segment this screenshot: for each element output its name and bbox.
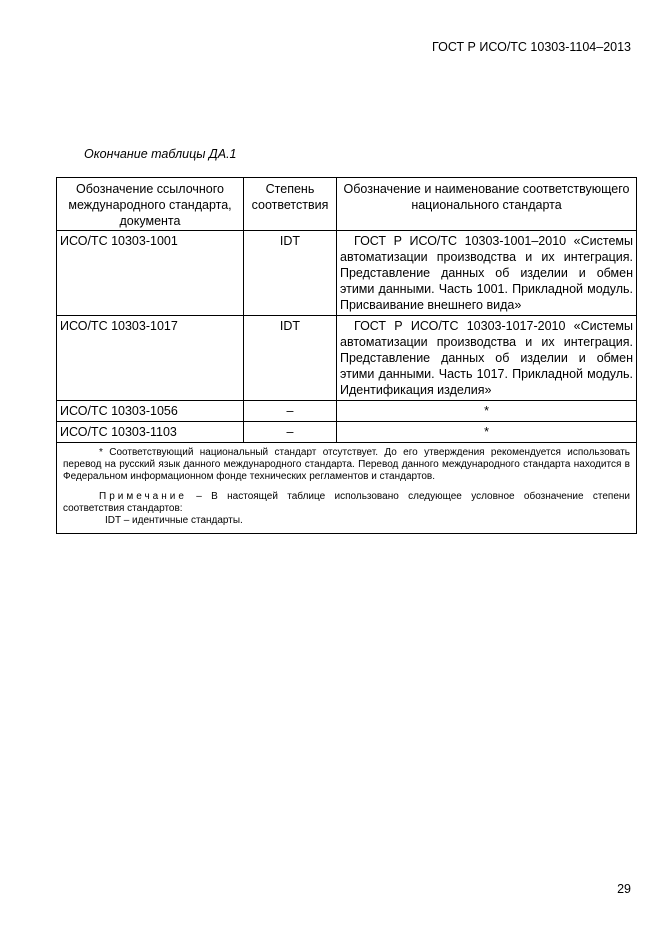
header-designation: Обозначение ссылочного международного стандарта, документа (57, 178, 244, 231)
cell-national-standard: * (337, 422, 637, 443)
table-caption: Окончание таблицы ДА.1 (84, 147, 237, 161)
page-number: 29 (617, 882, 631, 896)
table-footnote (57, 443, 637, 534)
cell-designation: ИСО/ТС 10303-1056 (57, 401, 244, 422)
cell-designation: ИСО/ТС 10303-1017 (57, 316, 244, 401)
footnote-idt-line: IDT – идентичные стандарты. (105, 515, 243, 526)
cell-national-standard: ГОСТ Р ИСО/ТС 10303-1001–2010 «Системы автоматизации производства и их интеграция. Представление данных об изделии и обмен этими данными. Часть 1001. Прикладной модуль. Присваивание внешнего вида» (337, 231, 637, 316)
note-label: Примечание (99, 491, 187, 502)
footnote-star-note: * Соответствующий национальный стандарт отсутствует. До его утверждения рекомендуется использовать перевод на русский язык данного международного стандарта. Перевод данного международного стандарта находится в Федеральном информационном фонде технических регламентов и стандартов. (63, 447, 630, 482)
cell-degree: – (244, 422, 337, 443)
note-text: – В настоящей таблице использовано следующее условное обозначение степени соответствия стандартов: (63, 491, 630, 514)
cell-national-standard: ГОСТ Р ИСО/ТС 10303-1017-2010 «Системы автоматизации производства и их интеграция. Представление данных об изделии и обмен этими данными. Часть 1017. Прикладной модуль. Идентификация изделия» (337, 316, 637, 401)
header-degree: Степень соответствия (244, 178, 337, 231)
document-header: ГОСТ Р ИСО/ТС 10303-1104–2013 (432, 40, 631, 54)
correspondence-table (56, 177, 637, 534)
table-row (57, 231, 637, 316)
cell-national-standard: * (337, 401, 637, 422)
table-row (57, 401, 637, 422)
cell-degree: IDT (244, 231, 337, 316)
cell-degree: IDT (244, 316, 337, 401)
table-header-row (57, 178, 637, 231)
footnote-note (63, 491, 630, 515)
cell-degree: – (244, 401, 337, 422)
table-row (57, 316, 637, 401)
cell-designation: ИСО/ТС 10303-1103 (57, 422, 244, 443)
cell-designation: ИСО/ТС 10303-1001 (57, 231, 244, 316)
table-footnote-row (57, 443, 637, 534)
table-row (57, 422, 637, 443)
header-national-standard: Обозначение и наименование соответствующего национального стандарта (337, 178, 637, 231)
